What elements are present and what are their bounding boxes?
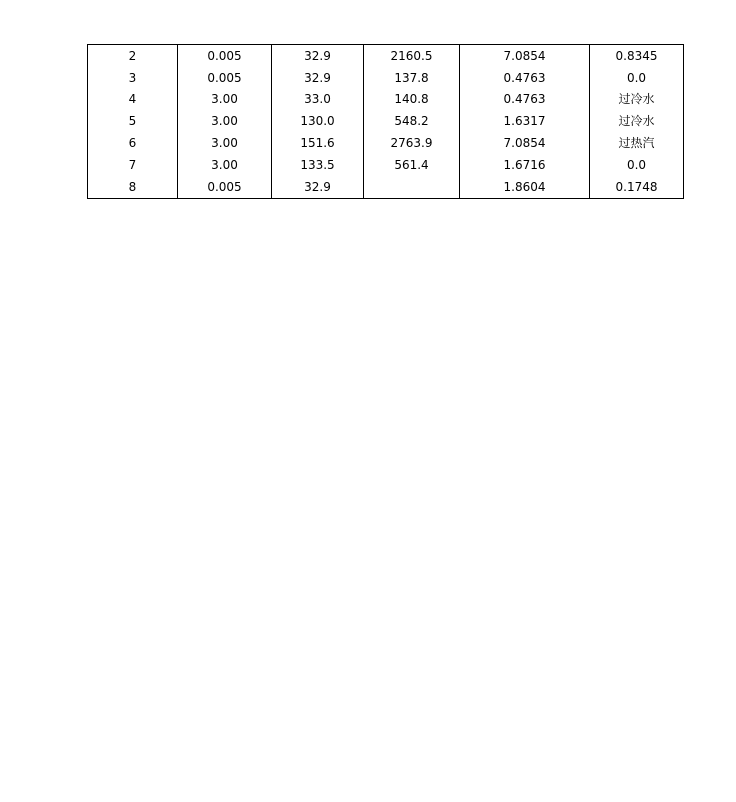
state-number-cell: 2 [88,45,178,67]
temperature-cell: 32.9 [272,176,364,198]
enthalpy-cell: 2160.5 [364,45,460,67]
pressure-cell: 3.00 [178,132,272,154]
entropy-cell: 0.4763 [460,89,590,111]
quality-cell: 过冷水 [590,110,684,132]
quality-cell: 0.0 [590,67,684,89]
entropy-cell: 7.0854 [460,132,590,154]
pressure-cell: 0.005 [178,45,272,67]
temperature-cell: 133.5 [272,154,364,176]
quality-cell: 过热汽 [590,132,684,154]
enthalpy-cell: 2763.9 [364,132,460,154]
state-number-cell: 6 [88,132,178,154]
temperature-cell: 32.9 [272,45,364,67]
state-number-cell: 5 [88,110,178,132]
entropy-cell: 7.0854 [460,45,590,67]
state-number-cell: 7 [88,154,178,176]
entropy-cell: 1.6317 [460,110,590,132]
temperature-cell: 130.0 [272,110,364,132]
table-row [88,89,684,111]
entropy-cell: 1.6716 [460,154,590,176]
enthalpy-cell: 548.2 [364,110,460,132]
pressure-cell: 0.005 [178,176,272,198]
pressure-cell: 3.00 [178,154,272,176]
state-number-cell: 4 [88,89,178,111]
enthalpy-cell: 140.8 [364,89,460,111]
temperature-cell: 151.6 [272,132,364,154]
table-row [88,176,684,198]
table-row [88,110,684,132]
table-row [88,154,684,176]
enthalpy-cell: 561.4 [364,154,460,176]
table-row [88,45,684,67]
table-row [88,132,684,154]
table-row [88,67,684,89]
temperature-cell: 33.0 [272,89,364,111]
pressure-cell: 0.005 [178,67,272,89]
quality-cell: 0.1748 [590,176,684,198]
temperature-cell: 32.9 [272,67,364,89]
quality-cell: 0.8345 [590,45,684,67]
quality-cell: 0.0 [590,154,684,176]
entropy-cell: 0.4763 [460,67,590,89]
entropy-cell: 1.8604 [460,176,590,198]
enthalpy-cell: 137.8 [364,67,460,89]
pressure-cell: 3.00 [178,110,272,132]
pressure-cell: 3.00 [178,89,272,111]
state-number-cell: 3 [88,67,178,89]
state-points-table [87,44,684,199]
enthalpy-cell [364,176,460,198]
quality-cell: 过冷水 [590,89,684,111]
state-number-cell: 8 [88,176,178,198]
